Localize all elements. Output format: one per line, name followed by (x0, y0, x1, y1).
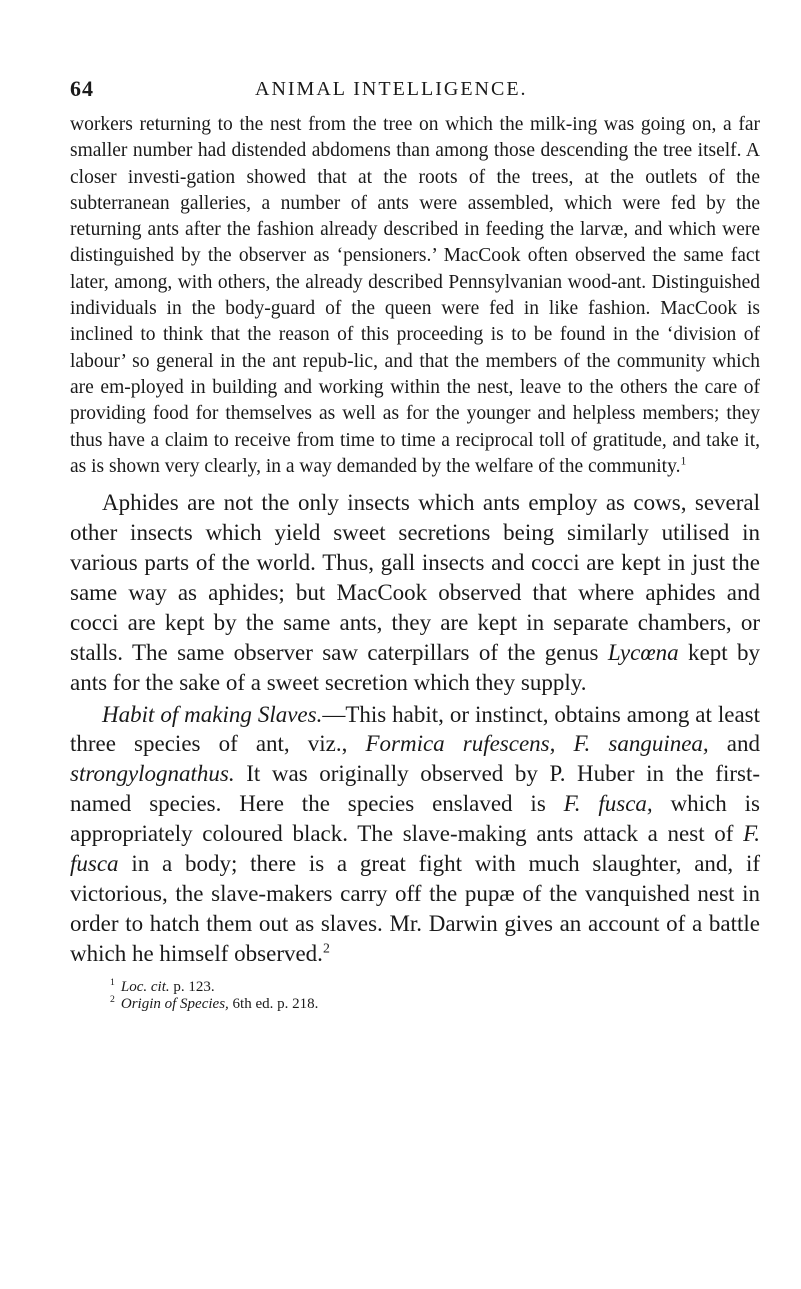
footnote-reference: 1 (680, 454, 687, 468)
paragraph-text: workers returning to the nest from the tree on which the milk-ing was going on, a far smaller number had distended abdomens than among those descending the tree itself. A closer investi-gation showed that at the roots of the trees, at the outlets of the subterranean galleries, a number of ants were assembled, which were fed by the returning ants after the fashion already described in feeding the larvæ, and which were distinguished by the observer as ‘pensioners.’ MacCook often observed the same fact later, among, with others, the already described Pennsylvanian wood-ant. Distinguished individuals in the body-guard of the queen were fed in like fashion. MacCook is inclined to think that the reason of this proceeding is to be found in the ‘division of labour’ so general in the ant repub-lic, and that the members of the community which are em-ployed in building and working within the nest, leave to the others the care of providing food for themselves as well as for the younger and helpless members; they thus have a claim to receive from time to time a reciprocal toll of gratitude, and take it, as is shown very clearly, in a way demanded by the welfare of the community. (70, 114, 760, 477)
paragraph-text: kept by ants for the sake of a sweet secretion which they supply. (70, 639, 760, 695)
paragraph-pensioners (70, 112, 760, 480)
footnote-title: Origin of Species, (120, 995, 229, 1012)
paragraph-text: in a body; there is a great fight with much slaughter, and, if victorious, the slave-makers carry off the pupæ of the vanquished nest in order to hatch them out as slaves. Mr. Darwin gives an account of a battle which he himself observed. (70, 851, 760, 966)
paragraph-aphides (70, 488, 760, 697)
page-number: 64 (70, 76, 94, 101)
section-heading: Habit of making Slaves. (102, 701, 323, 727)
footnote-title: Loc. cit. (120, 978, 170, 995)
species-name: F. fusca (70, 821, 760, 877)
footnote-mark: 1 (110, 976, 115, 988)
footnote-reference: 2 (322, 940, 330, 956)
footnote-1 (110, 976, 760, 996)
footnote-text: p. 123. (169, 978, 215, 995)
genus-name: Lycœna (607, 639, 679, 665)
footnote-mark: 2 (110, 993, 115, 1005)
paragraph-text: —This habit, or instinct, obtains among at least three species of ant, viz., (70, 701, 761, 757)
page-header (70, 76, 760, 112)
paragraph-text: It was originally observed by P. Huber in the first-named species. Here the species enslaved is (70, 761, 760, 817)
footnotes (70, 976, 760, 1013)
paragraph-slaves (70, 700, 760, 969)
species-name: strongylognathus. (70, 761, 235, 787)
species-name: Formica rufescens, F. sanguinea, (365, 731, 709, 757)
paragraph-text: Aphides are not the only insects which ants employ as cows, several other insects which yield sweet secretions being similarly utilised in various parts of the world. Thus, gall insects and cocci are kept in just the same way as aphides; but MacCook observed that where aphides and cocci are kept by the same ants, they are kept in separate chambers, or stalls. The same observer saw caterpillars of the genus (70, 490, 760, 665)
running-title: ANIMAL INTELLIGENCE. (255, 78, 528, 100)
book-page (70, 76, 760, 1013)
footnote-text: 6th ed. p. 218. (228, 995, 319, 1012)
footnote-2 (110, 993, 760, 1013)
paragraph-text: which is appropriately coloured black. The slave-making ants attack a nest of (70, 791, 760, 847)
species-name: F. fusca, (563, 791, 653, 817)
paragraph-text: and (708, 731, 760, 757)
